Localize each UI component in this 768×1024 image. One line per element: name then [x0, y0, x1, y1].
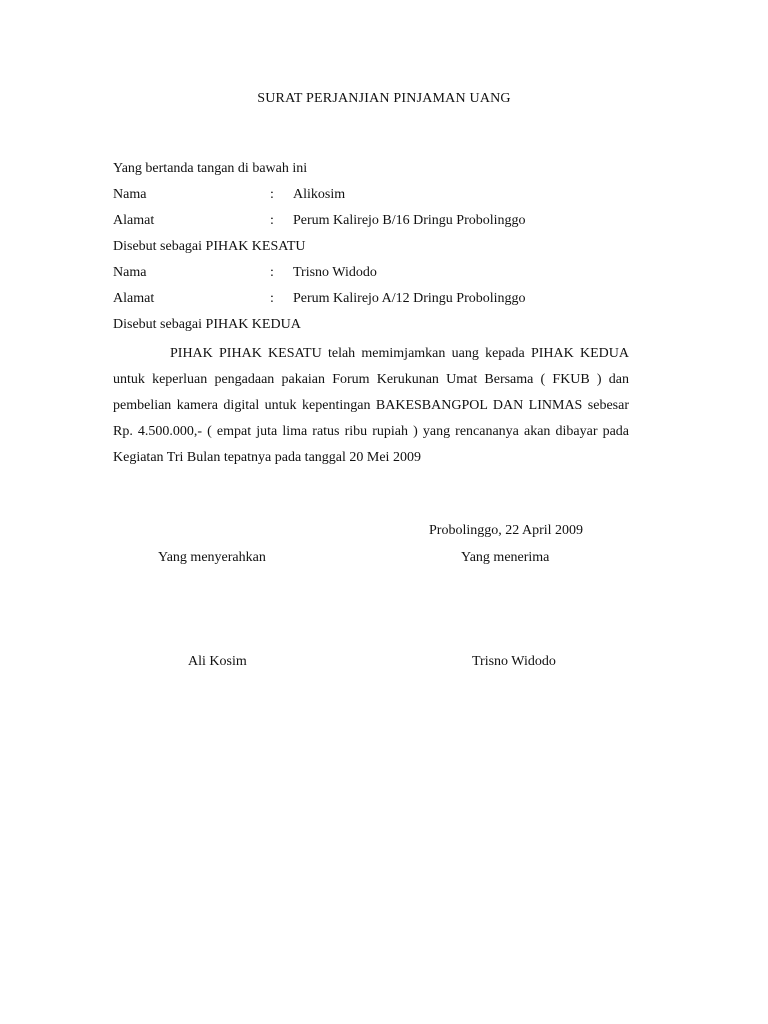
party1-designation: Disebut sebagai PIHAK KESATU — [113, 239, 306, 254]
party2-name-label: Nama — [113, 265, 147, 280]
party1-address-label: Alamat — [113, 213, 155, 228]
intro-text: Yang bertanda tangan di bawah ini — [113, 161, 308, 176]
party2-name-value: Trisno Widodo — [293, 265, 377, 280]
party2-name-colon: : — [270, 265, 274, 280]
party1-name-label: Nama — [113, 187, 147, 202]
party1-address-colon: : — [270, 213, 274, 228]
signature-role-receiver: Yang menerima — [461, 550, 550, 565]
signature-role-giver: Yang menyerahkan — [158, 550, 266, 565]
party2-address-value: Perum Kalirejo A/12 Dringu Probolinggo — [293, 291, 526, 306]
party2-designation: Disebut sebagai PIHAK KEDUA — [113, 317, 301, 332]
party2-address-label: Alamat — [113, 291, 155, 306]
place-date: Probolinggo, 22 April 2009 — [429, 523, 584, 538]
document-title: SURAT PERJANJIAN PINJAMAN UANG — [257, 91, 511, 106]
party1-name-colon: : — [270, 187, 274, 202]
party1-name-value: Alikosim — [293, 187, 346, 202]
signature-name-giver: Ali Kosim — [188, 654, 247, 669]
signature-name-receiver: Trisno Widodo — [472, 654, 556, 669]
party2-address-colon: : — [270, 291, 274, 306]
agreement-body-paragraph: PIHAK PIHAK KESATU telah memimjamkan uang kepada PIHAK KEDUA untuk keperluan pengadaan pakaian Forum Kerukunan Umat Bersama ( FKUB ) dan pembelian kamera digital untuk kepentingan BAKESBANGPOL DAN LINMAS sebesar Rp. 4.500.000,- ( empat juta lima ratus ribu rupiah ) yang rencananya akan dibayar pada Kegiatan Tri Bulan tepatnya pada tanggal 20 Mei 2009 — [113, 346, 629, 465]
party1-address-value: Perum Kalirejo B/16 Dringu Probolinggo — [293, 213, 526, 228]
